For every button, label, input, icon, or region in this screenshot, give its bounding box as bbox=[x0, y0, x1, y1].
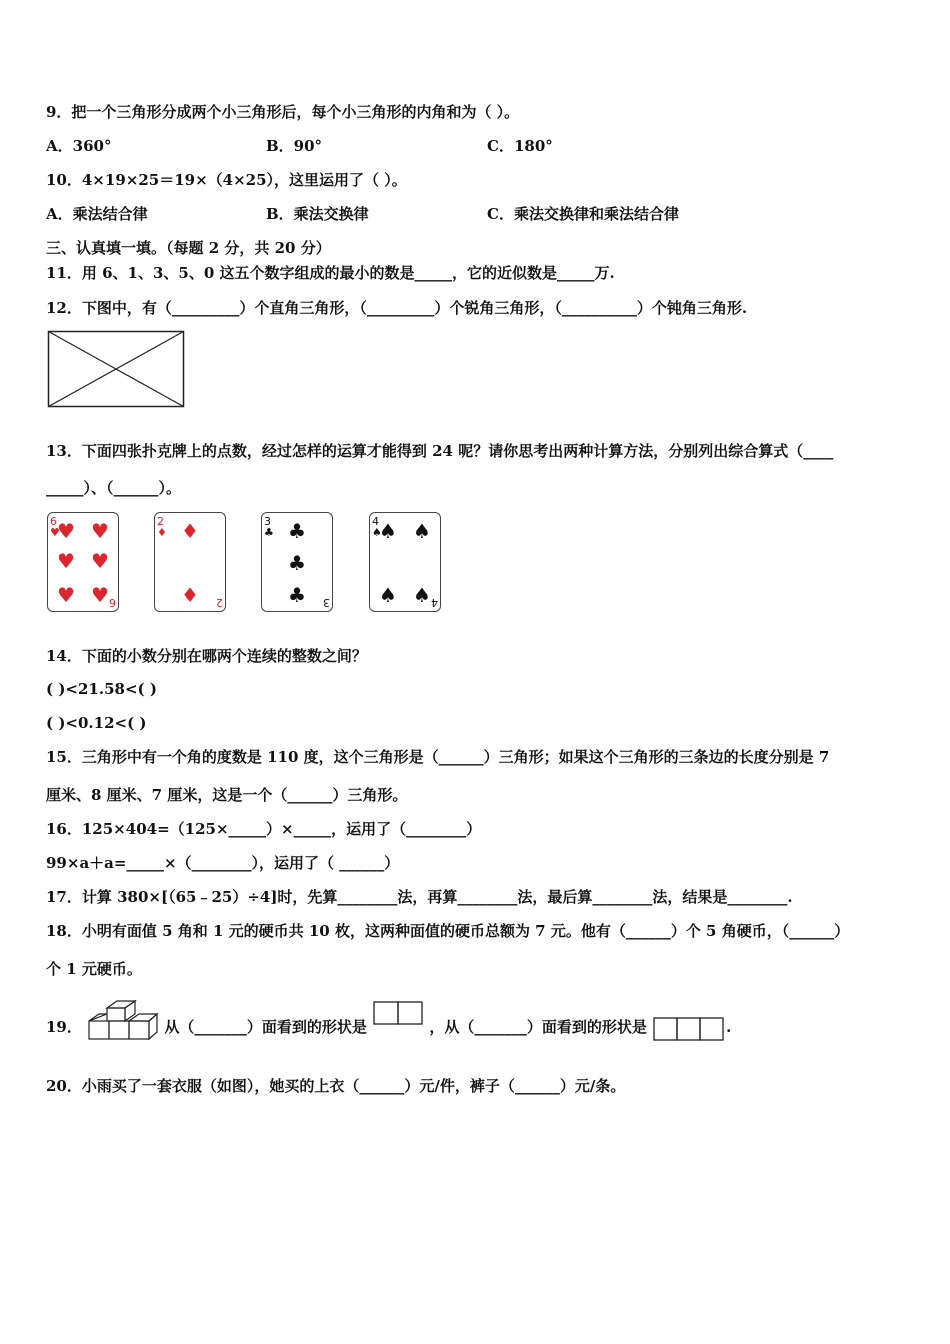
q13-stem-line1: 13．下面四张扑克牌上的点数，经过怎样的运算才能得到 24 呢？请你思考出两种计算方法，分别列出综合算式（____ bbox=[46, 442, 834, 460]
two-squares-view-figure bbox=[372, 1000, 424, 1028]
q9-stem: 9．把一个三角形分成两个小三角形后，每个小三角形的内角和为（ ）。 bbox=[46, 103, 520, 121]
q9-option-a: A．360° bbox=[46, 137, 112, 155]
heart-icon: ♥ bbox=[57, 583, 75, 607]
q18-line2: 个 1 元硬币。 bbox=[46, 960, 142, 978]
spade-icon: ♠ bbox=[379, 519, 397, 543]
playing-card-six-hearts bbox=[47, 512, 119, 612]
q18-line1: 18．小明有面值 5 角和 1 元的硬币共 10 枚，这两种面值的硬币总额为 7 元。他有（______）个 5 角硬币，（______） bbox=[46, 922, 850, 940]
spade-icon: ♠ bbox=[372, 526, 382, 539]
q9-option-c: C．180° bbox=[487, 137, 553, 155]
card-rank-inverted: 6 bbox=[109, 596, 116, 609]
q10-option-b: B．乘法交换律 bbox=[266, 205, 369, 223]
q19-part2: ，从（_______）面看到的形状是 bbox=[429, 1018, 647, 1036]
three-squares-view-figure bbox=[652, 1014, 726, 1042]
q20-stem: 20．小雨买了一套衣服（如图），她买的上衣（______）元/件，裤子（______）元/条。 bbox=[46, 1077, 626, 1095]
card-rank: 3 bbox=[264, 515, 271, 528]
card-rank-inverted: 2 bbox=[216, 596, 223, 609]
club-icon: ♣ bbox=[288, 519, 306, 543]
heart-icon: ♥ bbox=[91, 583, 109, 607]
heart-icon: ♥ bbox=[91, 519, 109, 543]
q9-option-b: B．90° bbox=[266, 137, 323, 155]
section-3-heading: 三、认真填一填。（每题 2 分，共 20 分） bbox=[46, 239, 331, 257]
diamond-icon: ♦ bbox=[157, 526, 167, 539]
q10-stem: 10．4×19×25＝19×（4×25），这里运用了（ ）。 bbox=[46, 171, 407, 189]
q11-stem: 11．用 6、1、3、5、0 这五个数字组成的最小的数是_____，它的近似数是_____万. bbox=[46, 264, 615, 282]
cube-stack-figure bbox=[87, 1000, 159, 1042]
spade-icon: ♠ bbox=[379, 583, 397, 607]
rectangle-diagonals-figure bbox=[47, 330, 187, 410]
q19-end: . bbox=[726, 1018, 732, 1036]
q12-stem: 12．下图中，有（_________）个直角三角形，（_________）个锐角三角形，（__________）个钝角三角形. bbox=[46, 299, 748, 317]
q10-option-a: A．乘法结合律 bbox=[46, 205, 148, 223]
q14-line1: ( )<21.58<( ) bbox=[46, 680, 157, 698]
club-icon: ♣ bbox=[264, 526, 274, 539]
playing-card-two-diamonds bbox=[154, 512, 226, 612]
q17-stem: 17．计算 380×[（65﹣25）÷4]时，先算________法，再算________法，最后算________法，结果是________. bbox=[46, 888, 793, 906]
q15-line1: 15．三角形中有一个角的度数是 110 度，这个三角形是（______）三角形；如果这个三角形的三条边的长度分别是 7 bbox=[46, 748, 830, 766]
heart-icon: ♥ bbox=[57, 549, 75, 573]
heart-icon: ♥ bbox=[50, 526, 60, 539]
card-rank: 2 bbox=[157, 515, 164, 528]
q14-line2: ( )<0.12<( ) bbox=[46, 714, 147, 732]
q19-row bbox=[46, 1000, 731, 1042]
spade-icon: ♠ bbox=[413, 583, 431, 607]
q14-stem: 14．下面的小数分别在哪两个连续的整数之间？ bbox=[46, 647, 367, 665]
playing-card-three-clubs bbox=[261, 512, 333, 612]
card-rank-inverted: 3 bbox=[323, 596, 330, 609]
playing-card-four-spades bbox=[369, 512, 441, 612]
q16-line2: 99×a＋a=_____×（________），运用了（ ______） bbox=[46, 854, 400, 872]
heart-icon: ♥ bbox=[57, 519, 75, 543]
card-rank: 6 bbox=[50, 515, 57, 528]
q16-line1: 16．125×404=（125×_____）×_____，运用了（________） bbox=[46, 820, 482, 838]
q15-line2: 厘米、8 厘米、7 厘米，这是一个（______）三角形。 bbox=[46, 786, 408, 804]
q19-part1: 从（_______）面看到的形状是 bbox=[164, 1018, 367, 1036]
q13-stem-line2: _____）、（______）。 bbox=[46, 479, 182, 497]
q19-number: 19． bbox=[46, 1018, 82, 1036]
q10-option-c: C．乘法交换律和乘法结合律 bbox=[487, 205, 679, 223]
club-icon: ♣ bbox=[288, 551, 306, 575]
diamond-icon: ♦ bbox=[181, 519, 199, 543]
heart-icon: ♥ bbox=[91, 549, 109, 573]
card-rank-inverted: 4 bbox=[431, 596, 438, 609]
card-rank: 4 bbox=[372, 515, 379, 528]
spade-icon: ♠ bbox=[413, 519, 431, 543]
club-icon: ♣ bbox=[288, 583, 306, 607]
diamond-icon: ♦ bbox=[181, 583, 199, 607]
